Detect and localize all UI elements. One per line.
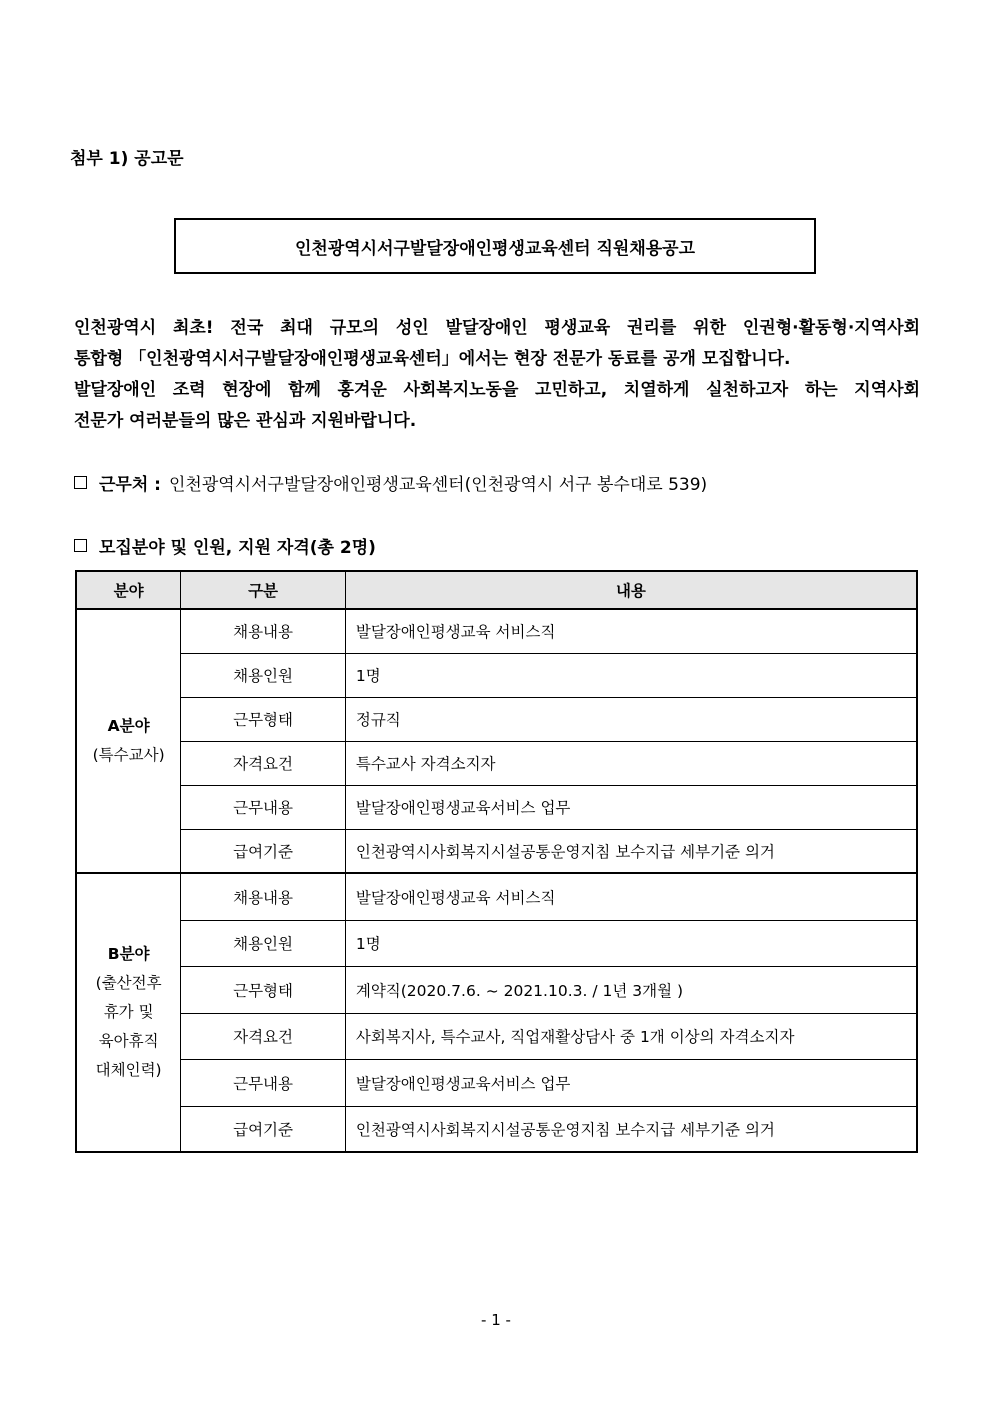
content-cell: 발달장애인평생교육서비스 업무 — [345, 1059, 917, 1106]
workplace-value: 인천광역시서구발달장애인평생교육센터(인천광역시 서구 봉수대로 539) — [168, 475, 708, 495]
notice-title: 인천광역시서구발달장애인평생교육센터 직원채용공고 — [294, 238, 696, 259]
header-category: 구분 — [181, 571, 346, 609]
category-cell: 근무형태 — [181, 966, 346, 1013]
table-row — [76, 1059, 917, 1106]
content-cell: 발달장애인평생교육 서비스직 — [345, 609, 917, 653]
table-row — [76, 1106, 917, 1152]
table-row — [76, 653, 917, 697]
table-row — [76, 697, 917, 741]
workplace-section — [74, 470, 707, 495]
content-cell: 계약직(2020.7.6. ~ 2021.10.3. / 1년 3개월 ) — [345, 966, 917, 1013]
category-cell: 급여기준 — [181, 829, 346, 873]
table-row — [76, 966, 917, 1013]
notice-title-box — [174, 218, 816, 274]
table-row — [76, 785, 917, 829]
intro-paragraph — [74, 313, 920, 437]
category-cell: 급여기준 — [181, 1106, 346, 1152]
header-field: 분야 — [76, 571, 181, 609]
recruit-heading: 모집분야 및 인원, 지원 자격(총 2명) — [99, 538, 376, 558]
page-number: - 1 - — [481, 1311, 511, 1329]
content-cell: 인천광역시사회복지시설공통운영지침 보수지급 세부기준 의거 — [345, 1106, 917, 1152]
table-row — [76, 829, 917, 873]
content-cell: 사회복지사, 특수교사, 직업재활상담사 중 1개 이상의 자격소지자 — [345, 1013, 917, 1059]
category-cell: 근무내용 — [181, 785, 346, 829]
table-row — [76, 1013, 917, 1059]
content-cell: 1명 — [345, 920, 917, 966]
category-cell: 근무형태 — [181, 697, 346, 741]
category-cell: 근무내용 — [181, 1059, 346, 1106]
field-sub: (특수교사) — [92, 746, 165, 764]
recruitment-table — [75, 570, 918, 1153]
content-cell: 정규직 — [345, 697, 917, 741]
intro-line: 전문가 여러분들의 많은 관심과 지원바랍니다. — [74, 411, 417, 431]
checkbox-square-icon — [74, 539, 87, 552]
content-cell: 인천광역시사회복지시설공통운영지침 보수지급 세부기준 의거 — [345, 829, 917, 873]
checkbox-square-icon — [74, 476, 87, 489]
category-cell: 채용내용 — [181, 609, 346, 653]
content-cell: 특수교사 자격소지자 — [345, 741, 917, 785]
header-content: 내용 — [345, 571, 917, 609]
table-row — [76, 741, 917, 785]
field-cell-a — [76, 609, 181, 873]
field-sub: 휴가 및 — [103, 1003, 154, 1021]
table-row — [76, 609, 917, 653]
table-row — [76, 920, 917, 966]
category-cell: 자격요건 — [181, 741, 346, 785]
table-row — [76, 873, 917, 920]
intro-line: 발달장애인 조력 현장에 함께 홍겨운 사회복지노동을 고민하고, 치열하게 실천하고자 하는 지역사회 — [74, 380, 920, 400]
field-name: B분야 — [107, 945, 150, 963]
category-cell: 채용인원 — [181, 653, 346, 697]
intro-line: 통합형 「인천광역시서구발달장애인평생교육센터」에서는 현장 전문가 동료를 공개 모집합니다. — [74, 349, 791, 369]
field-name: A분야 — [107, 717, 150, 735]
workplace-label: 근무처 : — [99, 475, 161, 495]
category-cell: 채용인원 — [181, 920, 346, 966]
intro-line: 인천광역시 최초! 전국 최대 규모의 성인 발달장애인 평생교육 권리를 위한 인권형·활동형·지역사회 — [74, 318, 920, 338]
table-header-row — [76, 571, 917, 609]
attachment-label: 첨부 1) 공고문 — [70, 149, 184, 169]
field-sub: 대체인력) — [95, 1061, 162, 1079]
content-cell: 발달장애인평생교육서비스 업무 — [345, 785, 917, 829]
category-cell: 채용내용 — [181, 873, 346, 920]
content-cell: 발달장애인평생교육 서비스직 — [345, 873, 917, 920]
field-cell-b — [76, 873, 181, 1152]
content-cell: 1명 — [345, 653, 917, 697]
field-sub: 육아휴직 — [98, 1032, 159, 1050]
recruit-heading-section — [74, 533, 376, 558]
field-sub: (출산전후 — [95, 974, 162, 992]
category-cell: 자격요건 — [181, 1013, 346, 1059]
